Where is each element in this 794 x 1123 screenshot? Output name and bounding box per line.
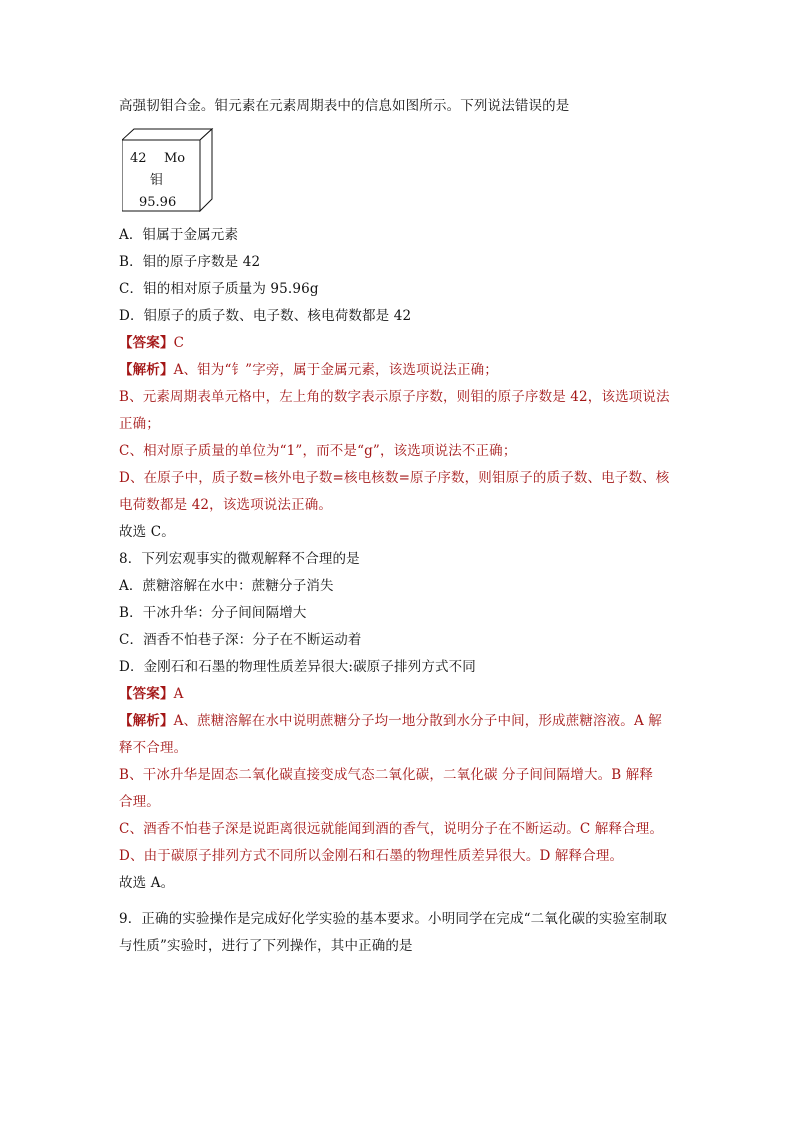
element-name: 钼 [150,173,164,188]
answer-label: 【答案】 [119,686,174,702]
q8-analysis-line: 合理。 [119,794,160,810]
q7-stem: 高强韧钼合金。钼元素在元素周期表中的信息如图所示。下列说法错误的是 [119,98,570,114]
element-cell-figure [122,128,214,212]
answer-label: 【答案】 [119,335,174,351]
atomic-mass: 95.96 [139,195,177,210]
q8-option-d: D．金刚石和石墨的物理性质差异很大:碳原子排列方式不同 [119,659,476,675]
q8-option-c: C．酒香不怕巷子深：分子在不断运动着 [119,632,362,648]
q7-conclusion: 故选 C。 [119,524,175,540]
analysis-label: 【解析】 [119,362,174,378]
analysis-label: 【解析】 [119,713,174,729]
q9-stem-line: 9．正确的实验操作是完成好化学实验的基本要求。小明同学在完成“二氧化碳的实验室制取 [119,911,668,927]
q7-option-a: A．钼属于金属元素 [119,227,239,243]
q7-analysis-line: C、相对原子质量的单位为“1”，而不是“g”，该选项说法不正确； [119,443,517,459]
q8-analysis-line [119,711,662,731]
q8-analysis-line: C、酒香不怕巷子深是说距离很远就能闻到酒的香气，说明分子在不断运动。C 解释合理。 [119,821,664,837]
q7-analysis-line: 正确； [119,416,160,432]
q8-option-b: B．干冰升华：分子间间隔增大 [119,605,307,621]
q8-analysis-line: B、干冰升华是固态二氧化碳直接变成气态二氧化碳，二氧化碳 分子间间隔增大。B 解释 [119,767,654,783]
q8-answer [119,684,184,704]
q8-conclusion: 故选 A。 [119,875,175,891]
analysis-text: A、钼为“钅”字旁，属于金属元素，该选项说法正确； [173,362,498,378]
q7-analysis-line [119,360,498,380]
q7-analysis-line: B、元素周期表单元格中，左上角的数字表示原子序数，则钼的原子序数是 42，该选项说法 [119,389,670,405]
q7-option-d: D．钼原子的质子数、电子数、核电荷数都是 42 [119,308,412,324]
q8-analysis-line: 释不合理。 [119,740,188,756]
analysis-text: A、蔗糖溶解在水中说明蔗糖分子均一地分散到水分子中间，形成蔗糖溶液。A 解 [173,713,662,729]
element-symbol: Mo [164,151,186,166]
answer-value: C [173,335,185,351]
q7-answer [119,333,184,353]
q7-option-b: B．钼的原子序数是 42 [119,254,261,270]
q8-analysis-line: D、由于碳原子排列方式不同所以金刚石和石墨的物理性质差异很大。D 解释合理。 [119,848,624,864]
answer-value: A [173,686,184,702]
q7-analysis-line: 电荷数都是 42，该选项说法正确。 [119,497,333,513]
atomic-number: 42 [130,151,147,166]
q9-stem-line: 与性质”实验时，进行了下列操作，其中正确的是 [119,938,413,954]
q8-option-a: A．蔗糖溶解在水中：蔗糖分子消失 [119,578,334,594]
q7-option-c: C．钼的相对原子质量为 95.96g [119,281,319,297]
q8-stem: 8．下列宏观事实的微观解释不合理的是 [119,551,360,567]
q7-analysis-line: D、在原子中，质子数=核外电子数=核电核数=原子序数，则钼原子的质子数、电子数、核 [119,470,670,486]
